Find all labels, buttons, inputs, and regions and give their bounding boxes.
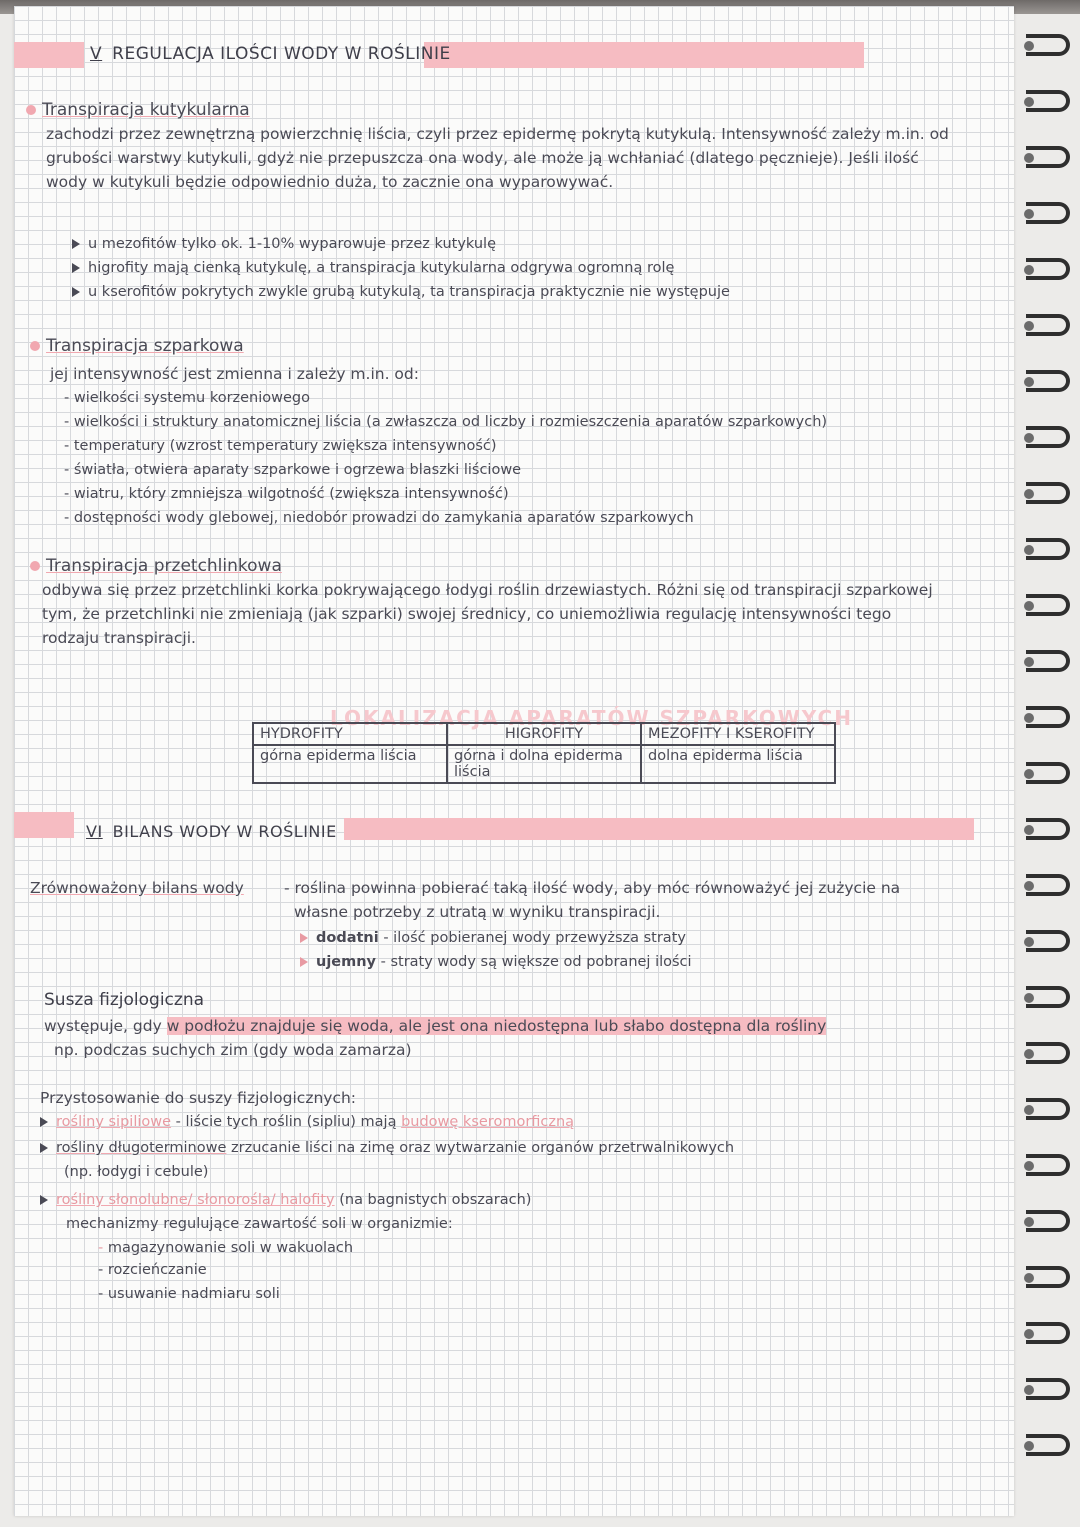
table-cell: dolna epiderma liścia — [641, 745, 835, 783]
notebook-page — [14, 6, 1014, 1516]
spiral-ring — [1026, 650, 1072, 676]
pink-dot-icon — [26, 105, 36, 115]
triangle-bullet-icon — [72, 263, 80, 273]
pink-dot-icon — [30, 341, 40, 351]
table-header-cell: MEZOFITY I KSEROFITY — [641, 723, 835, 745]
bilans-dodatni: dodatni - ilość pobieranej wody przewyższa straty — [300, 928, 686, 948]
szparkowa-item-3: - temperatury (wzrost temperatury zwiększa intensywność) — [64, 438, 497, 454]
spiral-ring — [1026, 482, 1072, 508]
szparkowa-heading: Transpiracja szparkowa — [30, 336, 244, 356]
przetchlinkowa-line-2: tym, że przetchlinki nie zmieniają (jak szparki) swojej średnicy, co uniemożliwia regulację intensywności tego — [42, 605, 892, 623]
przystosowanie-bullet-3: rośliny słonolubne/ słonorośla/ halofity (na bagnistych obszarach) — [40, 1190, 531, 1210]
kutykularna-line-3: wody w kutykuli będzie odpowiednio duża, to zacznie ona wyparowywać. — [46, 173, 614, 191]
spiral-ring — [1026, 1210, 1072, 1236]
spiral-ring — [1026, 1098, 1072, 1124]
triangle-bullet-icon — [40, 1143, 48, 1153]
table-header-row — [253, 723, 835, 745]
szparkowa-item-4: - światła, otwiera aparaty szparkowe i ogrzewa blaszki liściowe — [64, 462, 522, 478]
kutykularna-bullet-3: u kserofitów pokrytych zwykle grubą kutykulą, ta transpiracja praktycznie nie występuje — [72, 282, 730, 302]
mechanizmy-item-2: - rozcieńczanie — [98, 1262, 207, 1278]
table-cell: górna epiderma liścia — [253, 745, 447, 783]
spiral-ring — [1026, 426, 1072, 452]
section-5-heading — [90, 44, 451, 64]
susza-line-2: np. podczas suchych zim (gdy woda zamarza) — [54, 1041, 412, 1059]
triangle-bullet-icon — [300, 957, 308, 967]
triangle-bullet-icon — [300, 933, 308, 943]
szparkowa-item-1: - wielkości systemu korzeniowego — [64, 390, 311, 406]
kutykularna-heading: Transpiracja kutykularna — [26, 100, 250, 120]
susza-heading: Susza fizjologiczna — [44, 990, 205, 1010]
kutykularna-bullet-2: higrofity mają cienką kutykulę, a transpiracja kutykularna odgrywa ogromną rolę — [72, 258, 674, 278]
spiral-ring — [1026, 90, 1072, 116]
przystosowanie-heading: Przystosowanie do suszy fizjologicznych: — [40, 1089, 357, 1107]
spiral-ring — [1026, 146, 1072, 172]
table-header-cell: HIGROFITY — [447, 723, 641, 745]
heading-highlight-left — [14, 42, 84, 68]
przetchlinkowa-line-3: rodzaju transpiracji. — [42, 629, 196, 647]
spiral-ring — [1026, 258, 1072, 284]
spiral-ring — [1026, 874, 1072, 900]
spiral-ring — [1026, 818, 1072, 844]
heading-highlight-right — [424, 42, 864, 68]
spiral-ring — [1026, 1434, 1072, 1460]
przetchlinkowa-heading: Transpiracja przetchlinkowa — [30, 556, 282, 576]
triangle-bullet-icon — [72, 287, 80, 297]
section-5-title: REGULACJA ILOŚCI WODY W ROŚLINIE — [112, 44, 451, 64]
heading-highlight-right — [344, 818, 974, 840]
bilans-line-1: - roślina powinna pobierać taką ilość wody, aby móc równoważyć jej zużycie na — [284, 879, 901, 897]
bilans-label: Zrównoważony bilans wody — [30, 879, 244, 897]
table-row — [253, 745, 835, 783]
spiral-ring — [1026, 986, 1072, 1012]
spiral-ring — [1026, 370, 1072, 396]
triangle-bullet-icon — [40, 1195, 48, 1205]
susza-line-1: występuje, gdy w podłożu znajduje się woda, ale jest ona niedostępna lub słabo dostępna dla rośliny — [44, 1017, 827, 1035]
mechanizmy-heading: mechanizmy regulujące zawartość soli w organizmie: — [66, 1216, 453, 1232]
section-6-number: VI — [86, 822, 103, 841]
spiral-ring — [1026, 34, 1072, 60]
section-6-title: BILANS WODY W ROŚLINIE — [112, 822, 337, 841]
kutykularna-line-1: zachodzi przez zewnętrzną powierzchnię liścia, czyli przez epidermę pokrytą kutykulą. Intensywność zależy m.in. od — [46, 125, 949, 143]
triangle-bullet-icon — [72, 239, 80, 249]
spiral-ring — [1026, 1322, 1072, 1348]
heading-highlight-left — [14, 812, 74, 838]
przystosowanie-bullet-2: rośliny długoterminowe zrzucanie liści na zimę oraz wytwarzanie organów przetrwalnikowych — [40, 1138, 734, 1158]
table-cell: górna i dolna epiderma liścia — [447, 745, 641, 783]
spiral-ring — [1026, 706, 1072, 732]
spiral-ring — [1026, 1266, 1072, 1292]
spiral-ring — [1026, 538, 1072, 564]
kutykularna-bullet-1: u mezofitów tylko ok. 1-10% wyparowuje przez kutykulę — [72, 234, 496, 254]
table-header-cell: HYDROFITY — [253, 723, 447, 745]
spiral-ring — [1026, 1378, 1072, 1404]
przystosowanie-bullet-1: rośliny sipiliowe - liście tych roślin (sipliu) mają budowę kseromorficzną — [40, 1112, 574, 1132]
mechanizmy-item-1: - magazynowanie soli w wakuolach — [98, 1240, 354, 1256]
bilans-ujemny: ujemny - straty wody są większe od pobranej ilości — [300, 952, 692, 972]
table-watermark-title: LOKALIZACJA APARATÓW SZPARKOWYCH — [330, 706, 853, 730]
triangle-bullet-icon — [40, 1117, 48, 1127]
szparkowa-item-6: - dostępności wody glebowej, niedobór prowadzi do zamykania aparatów szparkowych — [64, 510, 694, 526]
szparkowa-intro: jej intensywność jest zmienna i zależy m.in. od: — [50, 365, 419, 383]
spiral-ring — [1026, 202, 1072, 228]
spiral-ring — [1026, 1042, 1072, 1068]
spiral-ring — [1026, 594, 1072, 620]
szparkowa-item-5: - wiatru, który zmniejsza wilgotność (zwiększa intensywność) — [64, 486, 509, 502]
mechanizmy-item-3: - usuwanie nadmiaru soli — [98, 1286, 280, 1302]
section-6-heading — [86, 822, 337, 841]
spiral-ring — [1026, 930, 1072, 956]
szparkowa-item-2: - wielkości i struktury anatomicznej liścia (a zwłaszcza od liczby i rozmieszczenia aparatów szparkowych) — [64, 414, 828, 430]
spiral-ring — [1026, 762, 1072, 788]
spiral-ring — [1026, 1154, 1072, 1180]
spiral-ring — [1026, 314, 1072, 340]
przystosowanie-bullet-2-cont: (np. łodygi i cebule) — [64, 1164, 209, 1180]
przetchlinkowa-line-1: odbywa się przez przetchlinki korka pokrywającego łodygi roślin drzewiastych. Różni się od transpiracji szparkowej — [42, 581, 933, 599]
pink-dot-icon — [30, 561, 40, 571]
stomata-location-table — [252, 722, 836, 784]
bilans-line-2: własne potrzeby z utratą w wyniku transpiracji. — [294, 903, 661, 921]
kutykularna-line-2: grubości warstwy kutykuli, gdyż nie przepuszcza ona wody, ale może ją wchłaniać (dlatego pęcznieje). Jeśli ilość — [46, 149, 919, 167]
section-5-number: V — [90, 44, 103, 64]
